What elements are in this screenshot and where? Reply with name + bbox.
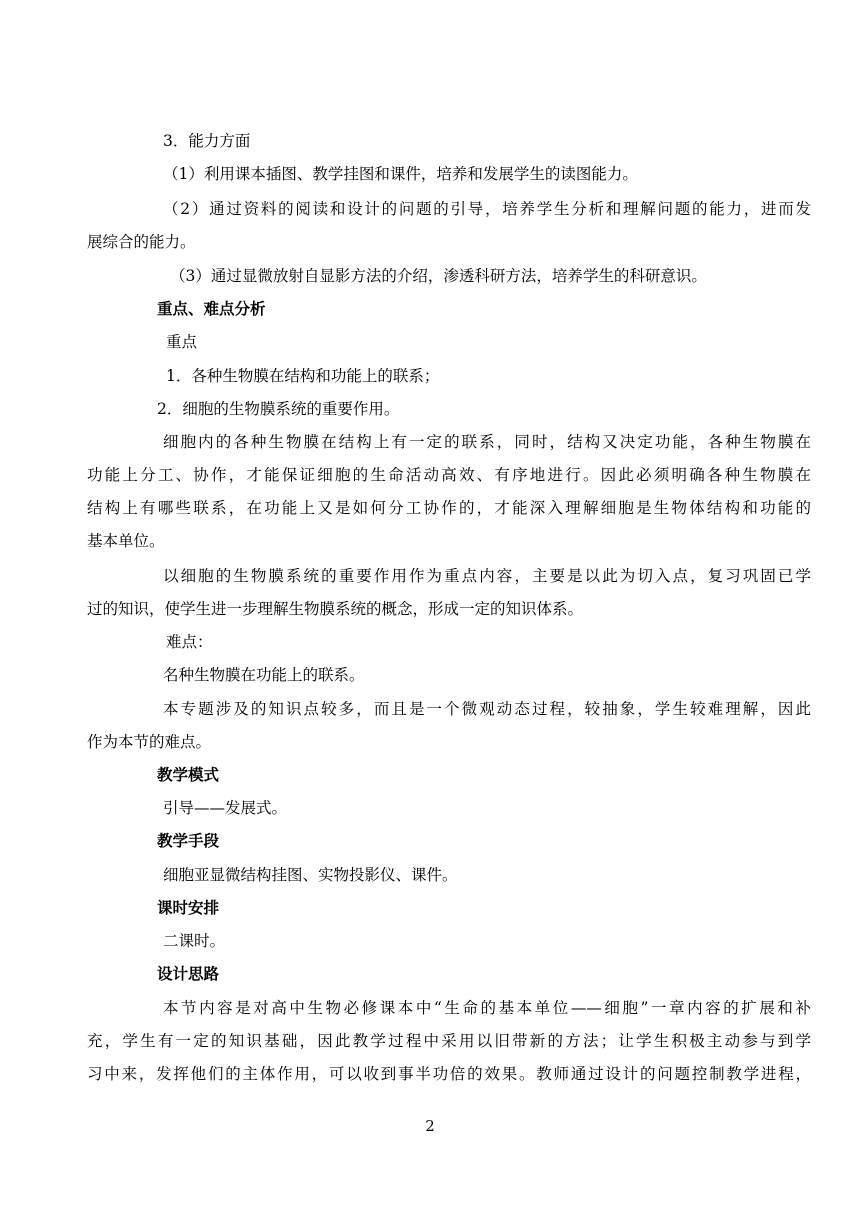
paragraph-line: 本节内容是对高中生物必修课本中“生命的基本单位——细胞”一章内容的扩展和补 <box>163 999 811 1017</box>
section-title-ability: 3．能力方面 <box>163 132 251 150</box>
paragraph-line: 结构上有哪些联系，在功能上又是如何分工协作的，才能深入理解细胞是生物体结构和功能的 <box>87 499 811 517</box>
subheading-key-points: 重点 <box>166 333 198 351</box>
list-item: 1．各种生物膜在结构和功能上的联系； <box>166 367 440 385</box>
paragraph-line: 展综合的能力。 <box>87 233 196 251</box>
paragraph-line: 引导——发展式。 <box>163 799 288 817</box>
paragraph-line: 以细胞的生物膜系统的重要作用作为重点内容，主要是以此为切入点，复习巩固已学 <box>163 567 811 585</box>
paragraph-line: （1）利用课本插图、教学挂图和课件，培养和发展学生的读图能力。 <box>163 165 638 183</box>
paragraph-line: （3）通过显微放射自显影方法的介绍，渗透科研方法，培养学生的科研意识。 <box>170 267 707 285</box>
heading-teaching-means: 教学手段 <box>157 832 220 850</box>
paragraph-line: 二课时。 <box>163 932 226 950</box>
heading-class-schedule: 课时安排 <box>157 899 220 917</box>
paragraph-line: 习中来，发挥他们的主体作用，可以收到事半功倍的效果。教师通过设计的问题控制教学进程， <box>87 1065 811 1083</box>
paragraph-line: 细胞亚显微结构挂图、实物投影仪、课件。 <box>163 866 458 884</box>
paragraph-line: 充，学生有一定的知识基础，因此教学过程中采用以旧带新的方法；让学生积极主动参与到学 <box>87 1032 811 1050</box>
heading-teaching-mode: 教学模式 <box>157 766 220 784</box>
paragraph-line: 作为本节的难点。 <box>87 733 212 751</box>
page-number: 2 <box>425 1117 435 1135</box>
heading-key-difficult-points: 重点、难点分析 <box>157 300 266 318</box>
paragraph-line: 细胞内的各种生物膜在结构上有一定的联系，同时，结构又决定功能，各种生物膜在 <box>163 433 811 451</box>
subheading-difficult-points: 难点： <box>166 633 213 651</box>
paragraph-line: 本专题涉及的知识点较多，而且是一个微观动态过程，较抽象，学生较难理解，因此 <box>163 700 811 718</box>
paragraph-line: （2）通过资料的阅读和设计的问题的引导，培养学生分析和理解问题的能力，进而发 <box>163 200 811 218</box>
heading-design-idea: 设计思路 <box>157 965 220 983</box>
paragraph-line: 过的知识，使学生进一步理解生物膜系统的概念，形成一定的知识体系。 <box>87 600 584 618</box>
paragraph-line: 基本单位。 <box>87 532 165 550</box>
paragraph-line: 功能上分工、协作，才能保证细胞的生命活动高效、有序地进行。因此必须明确各种生物膜在 <box>87 466 811 484</box>
paragraph-line: 名种生物膜在功能上的联系。 <box>163 666 365 684</box>
list-item: 2．细胞的生物膜系统的重要作用。 <box>157 400 400 418</box>
